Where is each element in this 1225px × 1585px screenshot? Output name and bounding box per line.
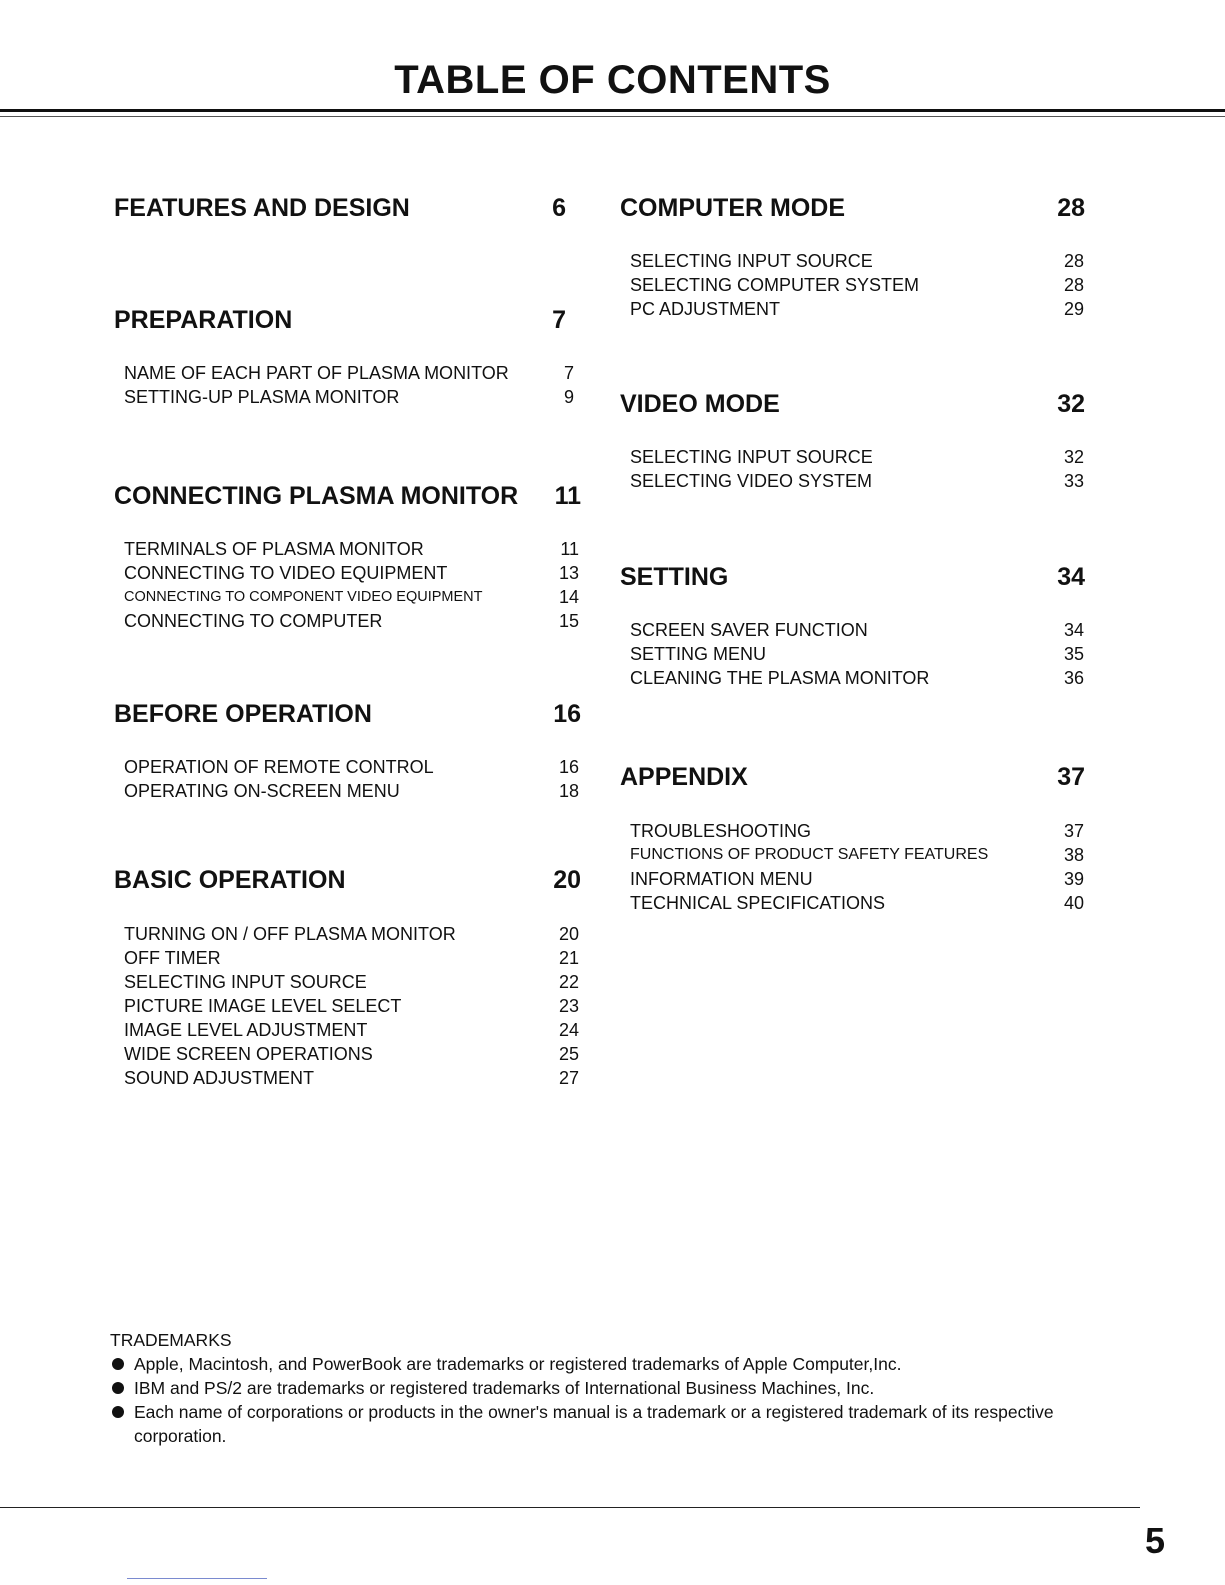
section-heading: PREPARATION bbox=[114, 306, 293, 334]
toc-entry[interactable]: NAME OF EACH PART OF PLASMA MONITOR 7 bbox=[124, 363, 574, 383]
toc-entry[interactable]: CONNECTING TO COMPUTER 15 bbox=[124, 611, 579, 631]
section-computer-mode[interactable] bbox=[620, 194, 1085, 228]
section-page-number: 6 bbox=[552, 194, 566, 222]
connecting-entries bbox=[124, 537, 579, 633]
section-heading: COMPUTER MODE bbox=[620, 194, 845, 222]
section-page-number: 28 bbox=[1057, 194, 1085, 222]
toc-entry[interactable]: SOUND ADJUSTMENT 27 bbox=[124, 1068, 579, 1088]
toc-entry[interactable]: SCREEN SAVER FUNCTION 34 bbox=[630, 620, 1084, 640]
section-page-number: 20 bbox=[553, 866, 581, 894]
trademarks-heading: TRADEMARKS bbox=[110, 1330, 232, 1350]
toc-entry[interactable]: SETTING-UP PLASMA MONITOR 9 bbox=[124, 387, 574, 407]
toc-entry[interactable]: SETTING MENU 35 bbox=[630, 644, 1084, 664]
page-number: 5 bbox=[1144, 1520, 1165, 1561]
section-connecting-plasma-monitor[interactable] bbox=[114, 482, 581, 516]
toc-entry[interactable]: IMAGE LEVEL ADJUSTMENT 24 bbox=[124, 1020, 579, 1040]
preparation-entries bbox=[124, 361, 574, 409]
toc-entry[interactable]: INFORMATION MENU 39 bbox=[630, 869, 1084, 889]
toc-entry[interactable]: TECHNICAL SPECIFICATIONS 40 bbox=[630, 893, 1084, 913]
bullet-icon bbox=[112, 1406, 124, 1418]
section-basic-operation[interactable] bbox=[114, 866, 581, 900]
section-page-number: 11 bbox=[554, 482, 581, 510]
toc-entry[interactable]: PC ADJUSTMENT 29 bbox=[630, 299, 1084, 319]
trademark-item bbox=[110, 1376, 1110, 1400]
basic-operation-entries bbox=[124, 922, 579, 1090]
section-page-number: 34 bbox=[1057, 563, 1085, 591]
trademarks-block bbox=[110, 1328, 1110, 1448]
page-title: TABLE OF CONTENTS bbox=[394, 58, 831, 102]
toc-entry[interactable]: OPERATING ON-SCREEN MENU 18 bbox=[124, 781, 579, 801]
toc-entry[interactable]: TERMINALS OF PLASMA MONITOR 11 bbox=[124, 539, 579, 559]
computer-mode-entries bbox=[630, 249, 1084, 321]
section-features-and-design[interactable] bbox=[114, 194, 566, 228]
toc-entry[interactable]: TROUBLESHOOTING 37 bbox=[630, 821, 1084, 841]
toc-entry[interactable]: PICTURE IMAGE LEVEL SELECT 23 bbox=[124, 996, 579, 1016]
toc-entry[interactable]: CONNECTING TO COMPONENT VIDEO EQUIPMENT 14 bbox=[124, 587, 579, 607]
trademark-text: IBM and PS/2 are trademarks or registered trademarks of International Business Machines, Inc. bbox=[134, 1378, 875, 1398]
trademark-text: Each name of corporations or products in the owner's manual is a trademark or a registered trademark of its respective corporation. bbox=[134, 1402, 1054, 1446]
toc-entry[interactable]: WIDE SCREEN OPERATIONS 25 bbox=[124, 1044, 579, 1064]
trademark-text: Apple, Macintosh, and PowerBook are trademarks or registered trademarks of Apple Computer,Inc. bbox=[134, 1354, 902, 1374]
toc-entry[interactable]: FUNCTIONS OF PRODUCT SAFETY FEATURES 38 bbox=[630, 845, 1084, 865]
toc-entry[interactable]: CONNECTING TO VIDEO EQUIPMENT 13 bbox=[124, 563, 579, 583]
title-rule-thick bbox=[0, 109, 1225, 112]
toc-entry[interactable]: SELECTING COMPUTER SYSTEM 28 bbox=[630, 275, 1084, 295]
video-mode-entries bbox=[630, 445, 1084, 493]
section-appendix[interactable] bbox=[620, 763, 1085, 797]
section-page-number: 32 bbox=[1057, 390, 1085, 418]
toc-entry[interactable]: SELECTING INPUT SOURCE 28 bbox=[630, 251, 1084, 271]
before-operation-entries bbox=[124, 755, 579, 803]
footer-rule bbox=[0, 1507, 1140, 1508]
section-page-number: 37 bbox=[1057, 763, 1085, 791]
footer-link-mark bbox=[127, 1578, 267, 1579]
bullet-icon bbox=[112, 1358, 124, 1370]
section-heading: BASIC OPERATION bbox=[114, 866, 346, 894]
appendix-entries bbox=[630, 819, 1084, 915]
bullet-icon bbox=[112, 1382, 124, 1394]
toc-entry[interactable]: SELECTING INPUT SOURCE 32 bbox=[630, 447, 1084, 467]
toc-entry[interactable]: TURNING ON / OFF PLASMA MONITOR 20 bbox=[124, 924, 579, 944]
toc-entry[interactable]: OFF TIMER 21 bbox=[124, 948, 579, 968]
section-page-number: 16 bbox=[553, 700, 581, 728]
section-page-number: 7 bbox=[552, 306, 566, 334]
section-heading: APPENDIX bbox=[620, 763, 748, 791]
section-heading: BEFORE OPERATION bbox=[114, 700, 372, 728]
setting-entries bbox=[630, 618, 1084, 690]
title-rule-thin bbox=[0, 116, 1225, 117]
trademark-item bbox=[110, 1352, 1110, 1376]
section-heading: FEATURES AND DESIGN bbox=[114, 194, 410, 222]
toc-entry[interactable]: CLEANING THE PLASMA MONITOR 36 bbox=[630, 668, 1084, 688]
section-heading: VIDEO MODE bbox=[620, 390, 780, 418]
toc-entry[interactable]: OPERATION OF REMOTE CONTROL 16 bbox=[124, 757, 579, 777]
section-preparation[interactable] bbox=[114, 306, 566, 340]
section-video-mode[interactable] bbox=[620, 390, 1085, 424]
trademark-item bbox=[110, 1400, 1110, 1448]
section-heading: SETTING bbox=[620, 563, 729, 591]
toc-entry[interactable]: SELECTING VIDEO SYSTEM 33 bbox=[630, 471, 1084, 491]
toc-entry[interactable]: SELECTING INPUT SOURCE 22 bbox=[124, 972, 579, 992]
section-before-operation[interactable] bbox=[114, 700, 581, 734]
section-heading: CONNECTING PLASMA MONITOR bbox=[114, 482, 519, 510]
section-setting[interactable] bbox=[620, 563, 1085, 597]
